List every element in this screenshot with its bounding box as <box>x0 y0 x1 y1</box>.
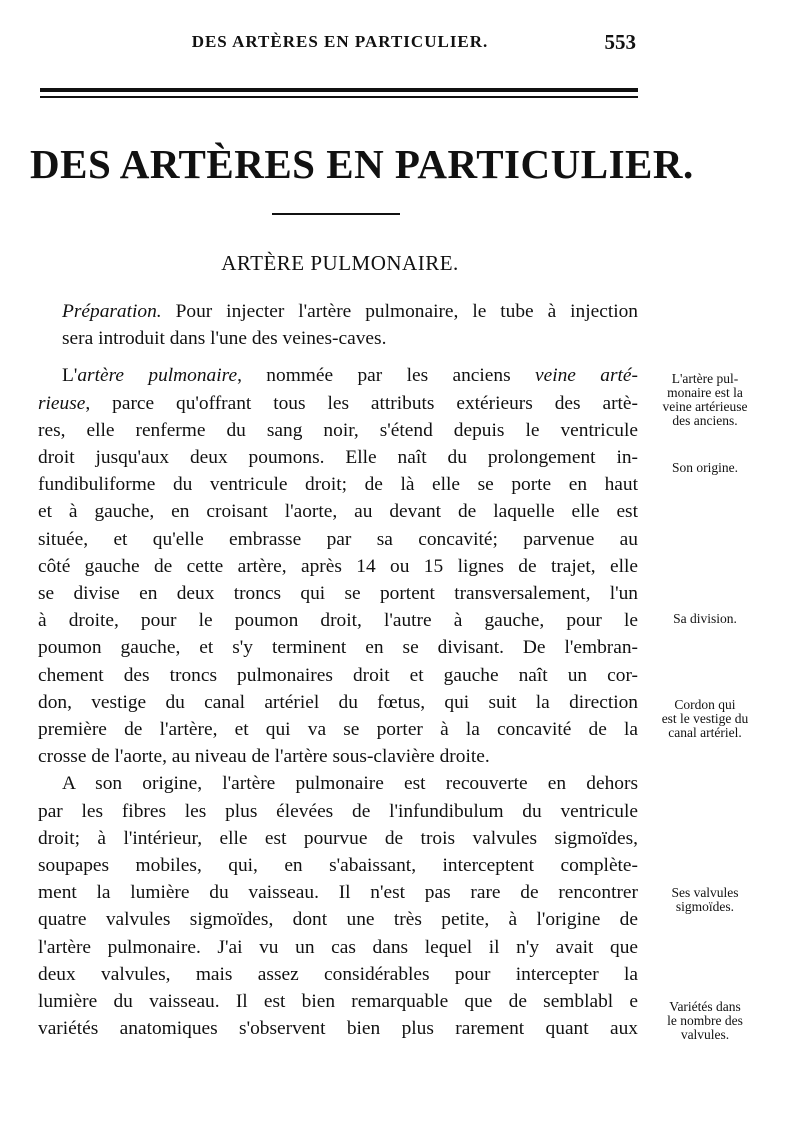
text-span: , nommée par les anciens <box>237 365 511 387</box>
text-line: chement des troncs pulmonaires droit et gauche naît un cor- <box>38 664 638 686</box>
text-line: droit jusqu'aux deux poumons. Elle naît du prolongement in- <box>38 447 638 469</box>
term-italic: rieuse <box>38 392 86 414</box>
text-line: res, elle renferme du sang noir, s'étend depuis le ventricule <box>38 419 638 441</box>
note-line: canal artériel. <box>668 725 742 740</box>
margin-note-varietes <box>644 1000 766 1042</box>
text-line: quatre valvules sigmoïdes, dont une très petite, à l'origine de <box>38 909 638 931</box>
note-line: veine artérieuse <box>662 399 748 414</box>
text-line: crosse de l'aorte, au niveau de l'artère sous-clavière droite. <box>38 746 490 768</box>
chapter-title: DES ARTÈRES EN PARTICULIER. <box>30 141 694 187</box>
margin-note-division: Sa division. <box>673 611 737 626</box>
note-line: valvules. <box>680 1027 730 1042</box>
body-text <box>38 298 638 1042</box>
term-italic: artère pulmonaire <box>77 365 238 387</box>
text-line: première de l'artère, et qui va se porter à la concavité de la <box>38 719 638 741</box>
header-rule-thick <box>40 88 638 92</box>
text-line: sera introduit dans l'une des veines-caves. <box>62 328 387 350</box>
text-span: , parce qu'offrant tous les attributs extérieurs des artè- <box>85 392 638 414</box>
margin-note-cordon <box>644 698 766 740</box>
text-line: droit; à l'intérieur, elle est pourvue de trois valvules sigmoïdes, <box>38 827 638 849</box>
text-line: deux valvules, mais assez considérables pour intercepter la <box>38 963 638 985</box>
note-line: Ses valvules <box>671 885 739 900</box>
text-line: et à gauche, en croisant l'aorte, au devant de laquelle elle est <box>38 501 638 523</box>
text-line: lumière du vaisseau. Il est bien remarquable que de semblabl e <box>38 991 638 1013</box>
note-line: Cordon qui <box>674 697 736 712</box>
note-line: sigmoïdes. <box>675 899 735 914</box>
section-title: ARTÈRE PULMONAIRE. <box>221 251 459 275</box>
note-line: L'artère pul- <box>671 371 739 386</box>
text-line: ment la lumière du vaisseau. Il n'est pas rare de rencontrer <box>38 882 638 904</box>
note-line: monaire est la <box>667 385 743 400</box>
paragraph-valves <box>38 770 638 1042</box>
text-line: située, et qu'elle embrasse par sa concavité; parvenue au <box>38 528 638 550</box>
margin-note-valvules <box>644 886 766 914</box>
page-number: 553 <box>604 30 636 54</box>
text-line: par les fibres les plus élevées de l'infundibulum du ventricule <box>38 800 638 822</box>
text-line <box>38 390 638 417</box>
text-line: à droite, pour le poumon droit, l'autre à gauche, pour le <box>38 610 638 632</box>
text-line <box>38 362 638 389</box>
text-line: fundibuliforme du ventricule droit; de là elle se porte en haut <box>38 474 638 496</box>
text-line: poumon gauche, et s'y terminent en se divisant. De l'embran- <box>38 637 638 659</box>
note-line: est le vestige du <box>661 711 749 726</box>
text-line: l'artère pulmonaire. J'ai vu un cas dans lequel il n'y avait que <box>38 936 638 958</box>
title-divider <box>272 213 400 215</box>
text-line: soupapes mobiles, qui, en s'abaissant, interceptent complète- <box>38 855 638 877</box>
text-span: L' <box>62 365 78 387</box>
note-line: des anciens. <box>672 413 738 428</box>
running-head <box>40 30 640 56</box>
text-line: variétés anatomiques s'observent bien plus rarement quant aux <box>38 1018 638 1040</box>
text-span: Pour injecter l'artère pulmonaire, le tube à injection <box>175 301 638 322</box>
text-line: don, vestige du canal artériel du fœtus, qui suit la direction <box>38 691 638 713</box>
paragraph-pulmonary-artery <box>38 362 638 770</box>
header-rule-thin <box>40 96 638 98</box>
text-line <box>38 298 638 325</box>
preparation-label: Préparation. <box>62 301 162 322</box>
text-line: se divise en deux troncs qui se portent transversalement, l'un <box>38 583 638 605</box>
note-line: le nombre des <box>667 1013 743 1028</box>
margin-note-veine-arterieuse <box>644 372 766 428</box>
text-line: A son origine, l'artère pulmonaire est recouverte en dehors <box>62 773 638 795</box>
margin-note-origine: Son origine. <box>672 460 738 475</box>
running-title: DES ARTÈRES EN PARTICULIER. <box>191 32 489 51</box>
text-line: côté gauche de cette artère, après 14 ou 15 lignes de trajet, elle <box>38 555 638 577</box>
term-italic: veine arté- <box>535 365 638 387</box>
note-line: Variétés dans <box>669 999 741 1014</box>
paragraph-preparation <box>38 298 638 352</box>
